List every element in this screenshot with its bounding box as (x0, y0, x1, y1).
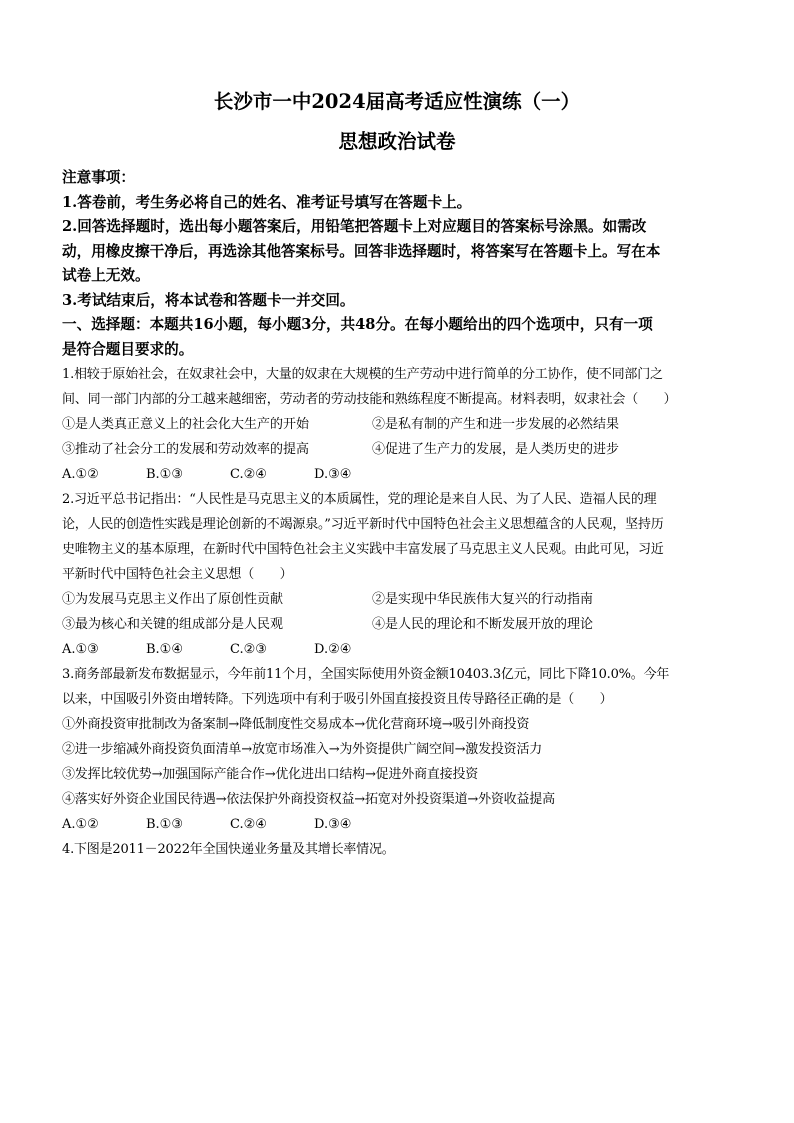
option-item: ③最为核心和关键的组成部分是人民观 (62, 617, 284, 632)
question-stem: 1.相较于原始社会，在奴隶社会中，大量的奴隶在大规模的生产劳动中进行简单的分工协作，使不同部门之 (62, 367, 663, 382)
answer-choice-c: C.②④ (230, 817, 267, 832)
question-3 (62, 662, 732, 837)
question-stem: 论，人民的创造性实践是理论创新的不竭源泉。”习近平新时代中国特色社会主义思想蕴含的人民观，坚持历 (62, 517, 664, 532)
question-stem: 2.习近平总书记指出：“人民性是马克思主义的本质属性，党的理论是来自人民、为了人民、造福人民的理 (62, 492, 657, 507)
answer-choice-b: B.①④ (146, 642, 183, 657)
answer-choices (62, 462, 732, 487)
question-stem: 以来，中国吸引外资由增转降。下列选项中有利于吸引外国直接投资且传导路径正确的是（ ） (62, 692, 613, 707)
option-row (62, 587, 732, 612)
notice-block (62, 166, 732, 313)
question-stem: 4.下图是2011－2022年全国快递业务量及其增长率情况。 (62, 842, 395, 857)
option-item: ①是人类真正意义上的社会化大生产的开始 (62, 417, 310, 432)
page-title: 长沙市一中2024届高考适应性演练（一） (213, 90, 581, 113)
option-line: ②进一步缩减外商投资负面清单→放宽市场准入→为外资提供广阔空间→激发投资活力 (62, 742, 543, 757)
question-2 (62, 487, 732, 662)
notice-line: 动，用橡皮擦干净后，再选涂其他答案标号。回答非选择题时，将答案写在答题卡上。写在本 (62, 242, 661, 260)
answer-choice-a: A.①③ (62, 642, 99, 657)
question-1 (62, 362, 732, 487)
notice-heading: 注意事项： (62, 169, 135, 186)
notice-line: 3.考试结束后，将本试卷和答题卡一并交回。 (62, 291, 355, 309)
answer-choice-d: D.②④ (314, 642, 352, 657)
question-stem: 平新时代中国特色社会主义思想（ ） (62, 567, 293, 582)
answer-choice-b: B.①③ (146, 817, 183, 832)
answer-choice-a: A.①② (62, 467, 99, 482)
answer-choices (62, 637, 732, 662)
option-item: ②是私有制的产生和进一步发展的必然结果 (372, 417, 620, 432)
option-line: ③发挥比较优势→加强国际产能合作→优化进出口结构→促进外商直接投资 (62, 767, 479, 782)
option-item: ③推动了社会分工的发展和劳动效率的提高 (62, 442, 310, 457)
section-heading: 一、选择题：本题共16小题，每小题3分，共48分。在每小题给出的四个选项中，只有一项 (62, 316, 653, 333)
answer-choice-c: C.②④ (230, 467, 267, 482)
answer-choices (62, 812, 732, 837)
option-row (62, 412, 732, 437)
option-line: ①外商投资审批制改为备案制→降低制度性交易成本→优化营商环境→吸引外商投资 (62, 717, 530, 732)
question-stem: 史唯物主义的基本原理，在新时代中国特色社会主义实践中丰富发展了马克思主义人民观。由此可见，习近 (62, 542, 664, 557)
option-line: ④落实好外资企业国民待遇→依法保护外商投资权益→拓宽对外投资渠道→外资收益提高 (62, 792, 555, 807)
answer-choice-d: D.③④ (314, 817, 352, 832)
answer-choice-c: C.②③ (230, 642, 267, 657)
option-item: ④促进了生产力的发展，是人类历史的进步 (372, 442, 620, 457)
notice-line: 2.回答选择题时，选出每小题答案后，用铅笔把答题卡上对应题目的答案标号涂黑。如需改 (62, 218, 647, 235)
page-subtitle: 思想政治试卷 (338, 130, 456, 153)
option-item: ①为发展马克思主义作出了原创性贡献 (62, 592, 284, 607)
section-heading-cont: 是符合题目要求的。 (62, 340, 194, 358)
answer-choice-d: D.③④ (314, 467, 352, 482)
option-item: ④是人民的理论和不断发展开放的理论 (372, 617, 594, 632)
answer-choice-a: A.①② (62, 817, 99, 832)
answer-choice-b: B.①③ (146, 467, 183, 482)
exam-page (62, 88, 732, 862)
question-4 (62, 837, 732, 862)
option-row (62, 437, 732, 462)
notice-line: 1.答卷前，考生务必将自己的姓名、准考证号填写在答题卡上。 (62, 193, 472, 211)
question-stem: 3.商务部最新发布数据显示，今年前11个月，全国实际使用外资金额10403.3亿元，同比下降10.0%。今年 (62, 667, 670, 682)
notice-line: 试卷上无效。 (62, 267, 150, 284)
question-stem: 间、同一部门内部的分工越来越细密，劳动者的劳动技能和熟练程度不断提高。材料表明，奴隶社会（ ） (62, 392, 677, 407)
option-row (62, 612, 732, 637)
option-item: ②是实现中华民族伟大复兴的行动指南 (372, 592, 594, 607)
